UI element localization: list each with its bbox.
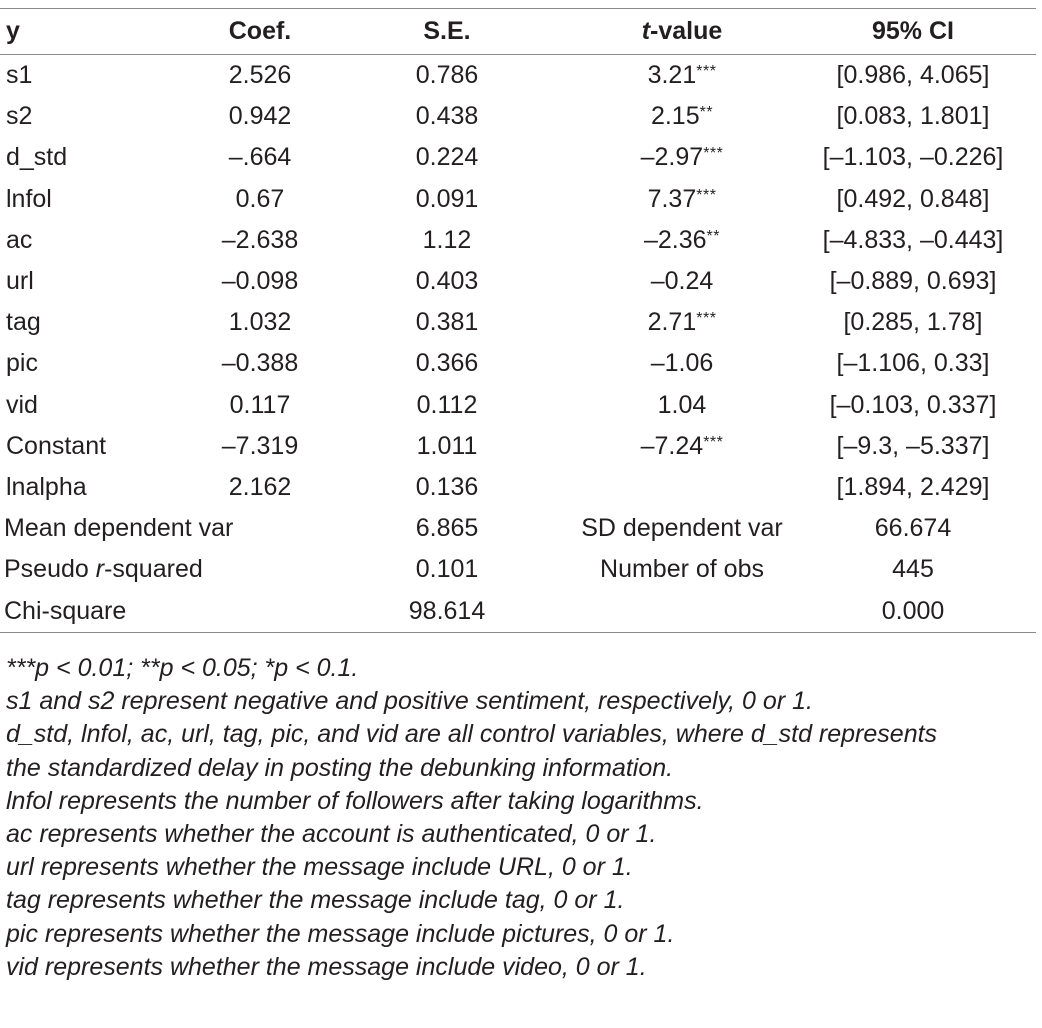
se-cell <box>320 426 574 467</box>
table-row <box>0 343 1036 384</box>
footnote-line: d_std, lnfol, ac, url, tag, pic, and vid are all control variables, where d_std represents <box>6 720 938 749</box>
summary-value-2: 66.674 <box>874 514 952 543</box>
ci-cell-text: [–4.833, –0.443] <box>822 225 1004 254</box>
summary-label-post: -squared <box>104 555 203 584</box>
t-value-cell-text: –2.36 <box>643 225 707 254</box>
coef-cell <box>200 467 320 508</box>
se-cell <box>320 385 574 426</box>
ci-cell <box>790 343 1036 384</box>
footnote-line: lnfol represents the number of followers after taking logarithms. <box>6 786 704 815</box>
coef-cell-text: 0.942 <box>228 102 292 131</box>
coef-cell-text: –7.319 <box>221 431 299 460</box>
table-row <box>0 137 1036 178</box>
t-value-cell <box>574 55 790 97</box>
ci-cell-text: [0.285, 1.78] <box>843 308 983 337</box>
ci-cell-text: [–1.103, –0.226] <box>822 143 1004 172</box>
coef-cell <box>200 179 320 220</box>
variable-cell <box>0 426 200 467</box>
table-row <box>0 385 1036 426</box>
coef-cell-text: –0.388 <box>221 349 299 378</box>
summary-label-2 <box>574 590 790 632</box>
ci-cell <box>790 220 1036 261</box>
table-footnotes <box>6 652 1038 984</box>
coef-cell-text: –2.638 <box>221 225 299 254</box>
header-t-suffix: -value <box>650 16 723 45</box>
t-value-cell <box>574 137 790 178</box>
se-cell <box>320 220 574 261</box>
summary-label-2: Number of obs <box>600 555 764 584</box>
se-cell-text: 0.786 <box>415 61 479 90</box>
significance-stars: *** <box>696 63 717 81</box>
significance-stars: *** <box>703 145 724 163</box>
t-value-cell <box>574 179 790 220</box>
summary-label-italic: r <box>95 555 105 584</box>
footnote-line: url represents whether the message include URL, 0 or 1. <box>6 853 633 882</box>
coef-cell <box>200 343 320 384</box>
variable-cell-text: url <box>6 267 34 296</box>
variable-cell-text: s2 <box>6 102 33 131</box>
variable-cell <box>0 261 200 302</box>
coef-cell-text: 1.032 <box>228 308 292 337</box>
header-coef: Coef. <box>228 16 292 45</box>
variable-cell <box>0 179 200 220</box>
ci-cell-text: [–1.106, 0.33] <box>836 349 990 378</box>
footnote-line: vid represents whether the message include video, 0 or 1. <box>6 952 647 981</box>
se-cell <box>320 467 574 508</box>
t-value-cell-text: 1.04 <box>657 390 707 419</box>
ci-cell <box>790 179 1036 220</box>
t-value-cell <box>574 220 790 261</box>
significance-stars: *** <box>696 310 717 328</box>
summary-label: Chi-square <box>4 596 127 625</box>
ci-cell <box>790 385 1036 426</box>
variable-cell <box>0 302 200 343</box>
coef-cell <box>200 426 320 467</box>
footnote-line: the standardized delay in posting the debunking information. <box>6 753 674 782</box>
ci-cell <box>790 467 1036 508</box>
variable-cell-text: d_std <box>6 143 68 172</box>
summary-label-pre: Pseudo <box>4 555 96 584</box>
se-cell-text: 0.112 <box>416 390 478 419</box>
ci-cell-text: [–0.103, 0.337] <box>829 390 997 419</box>
se-cell <box>320 179 574 220</box>
se-cell <box>320 343 574 384</box>
summary-value-2: 0.000 <box>881 596 945 625</box>
coef-cell <box>200 261 320 302</box>
t-value-cell <box>574 302 790 343</box>
summary-row-mean <box>0 508 1036 549</box>
variable-cell-text: lnfol <box>6 184 52 213</box>
coef-cell <box>200 385 320 426</box>
table-row <box>0 220 1036 261</box>
t-value-cell-text: –0.24 <box>650 267 714 296</box>
summary-label: Mean dependent var <box>4 514 234 543</box>
significance-stars: *** <box>696 186 717 204</box>
se-cell-text: 1.12 <box>422 225 472 254</box>
se-cell <box>320 55 574 97</box>
significance-stars: *** <box>703 433 724 451</box>
se-cell-text: 0.381 <box>415 308 479 337</box>
variable-cell-text: pic <box>6 349 38 378</box>
se-cell <box>320 137 574 178</box>
coef-cell-text: 0.117 <box>229 390 291 419</box>
ci-cell <box>790 137 1036 178</box>
coef-cell <box>200 96 320 137</box>
coef-cell-text: –.664 <box>228 143 292 172</box>
coef-cell <box>200 55 320 97</box>
footnote-line: s1 and s2 represent negative and positive sentiment, respectively, 0 or 1. <box>6 687 813 716</box>
coef-cell-text: 2.162 <box>228 472 292 501</box>
se-cell <box>320 302 574 343</box>
table-row <box>0 302 1036 343</box>
t-value-cell-text: –7.24 <box>640 431 704 460</box>
se-cell-text: 0.136 <box>415 472 479 501</box>
variable-cell-text: lnalpha <box>6 472 87 501</box>
coef-cell <box>200 137 320 178</box>
se-cell-text: 0.438 <box>415 102 479 131</box>
ci-cell-text: [1.894, 2.429] <box>836 472 990 501</box>
variable-cell <box>0 220 200 261</box>
table-row <box>0 261 1036 302</box>
footnote-line: ***p < 0.01; **p < 0.05; *p < 0.1. <box>6 654 359 682</box>
footnote-line: ac represents whether the account is authenticated, 0 or 1. <box>6 820 657 849</box>
footnote-line: pic represents whether the message include pictures, 0 or 1. <box>6 919 675 948</box>
coef-cell-text: 0.67 <box>235 184 285 213</box>
t-value-cell <box>574 467 790 508</box>
summary-value: 0.101 <box>415 555 479 584</box>
t-value-cell <box>574 426 790 467</box>
t-value-cell-text: 3.21 <box>647 61 697 90</box>
table-row <box>0 467 1036 508</box>
variable-cell-text: Constant <box>6 431 107 460</box>
t-value-cell <box>574 343 790 384</box>
variable-cell-text: ac <box>6 225 33 254</box>
summary-row-chi-square <box>0 590 1036 632</box>
ci-cell <box>790 55 1036 97</box>
se-cell-text: 0.366 <box>415 349 479 378</box>
header-se: S.E. <box>423 16 471 45</box>
header-t-value <box>574 8 790 55</box>
summary-value: 6.865 <box>415 514 479 543</box>
summary-value-2: 445 <box>892 555 934 584</box>
significance-stars: ** <box>699 104 714 122</box>
se-cell-text: 0.091 <box>415 184 479 213</box>
summary-row-pseudo-r2 <box>0 549 1036 590</box>
se-cell-text: 0.224 <box>415 143 479 172</box>
summary-label-2: SD dependent var <box>581 514 783 543</box>
ci-cell-text: [0.083, 1.801] <box>836 102 990 131</box>
ci-cell <box>790 302 1036 343</box>
se-cell <box>320 261 574 302</box>
variable-cell-text: s1 <box>6 61 33 90</box>
summary-value: 98.614 <box>408 596 486 625</box>
ci-cell-text: [0.986, 4.065] <box>836 61 990 90</box>
regression-table <box>0 8 1036 633</box>
variable-cell <box>0 385 200 426</box>
t-value-cell-text: –2.97 <box>640 143 704 172</box>
ci-cell-text: [–0.889, 0.693] <box>829 267 997 296</box>
t-value-cell <box>574 385 790 426</box>
ci-cell <box>790 261 1036 302</box>
header-y: y <box>6 16 20 45</box>
table-row <box>0 426 1036 467</box>
variable-cell-text: vid <box>6 390 38 419</box>
ci-cell <box>790 96 1036 137</box>
coef-cell-text: –0.098 <box>221 267 299 296</box>
footnote-line: tag represents whether the message include tag, 0 or 1. <box>6 886 625 915</box>
variable-cell <box>0 137 200 178</box>
variable-cell <box>0 55 200 97</box>
table-row <box>0 179 1036 220</box>
coef-cell <box>200 220 320 261</box>
summary-label <box>0 549 320 590</box>
header-ci: 95% CI <box>872 16 954 45</box>
coef-cell <box>200 302 320 343</box>
ci-cell <box>790 426 1036 467</box>
variable-cell-text: tag <box>6 308 41 337</box>
header-t-italic: t <box>641 16 651 45</box>
t-value-cell-text: 2.15 <box>650 102 700 131</box>
significance-stars: ** <box>706 227 720 245</box>
variable-cell <box>0 96 200 137</box>
variable-cell <box>0 467 200 508</box>
se-cell-text: 1.011 <box>416 431 478 460</box>
ci-cell-text: [0.492, 0.848] <box>836 184 990 213</box>
t-value-cell-text: 7.37 <box>647 184 697 213</box>
se-cell-text: 0.403 <box>415 267 479 296</box>
t-value-cell <box>574 261 790 302</box>
t-value-cell-text: –1.06 <box>650 349 714 378</box>
t-value-cell <box>574 96 790 137</box>
table-header-row <box>0 8 1036 55</box>
table-row <box>0 55 1036 97</box>
ci-cell-text: [–9.3, –5.337] <box>836 431 990 460</box>
coef-cell-text: 2.526 <box>228 61 292 90</box>
t-value-cell-text: 2.71 <box>647 308 697 337</box>
se-cell <box>320 96 574 137</box>
variable-cell <box>0 343 200 384</box>
table-row <box>0 96 1036 137</box>
